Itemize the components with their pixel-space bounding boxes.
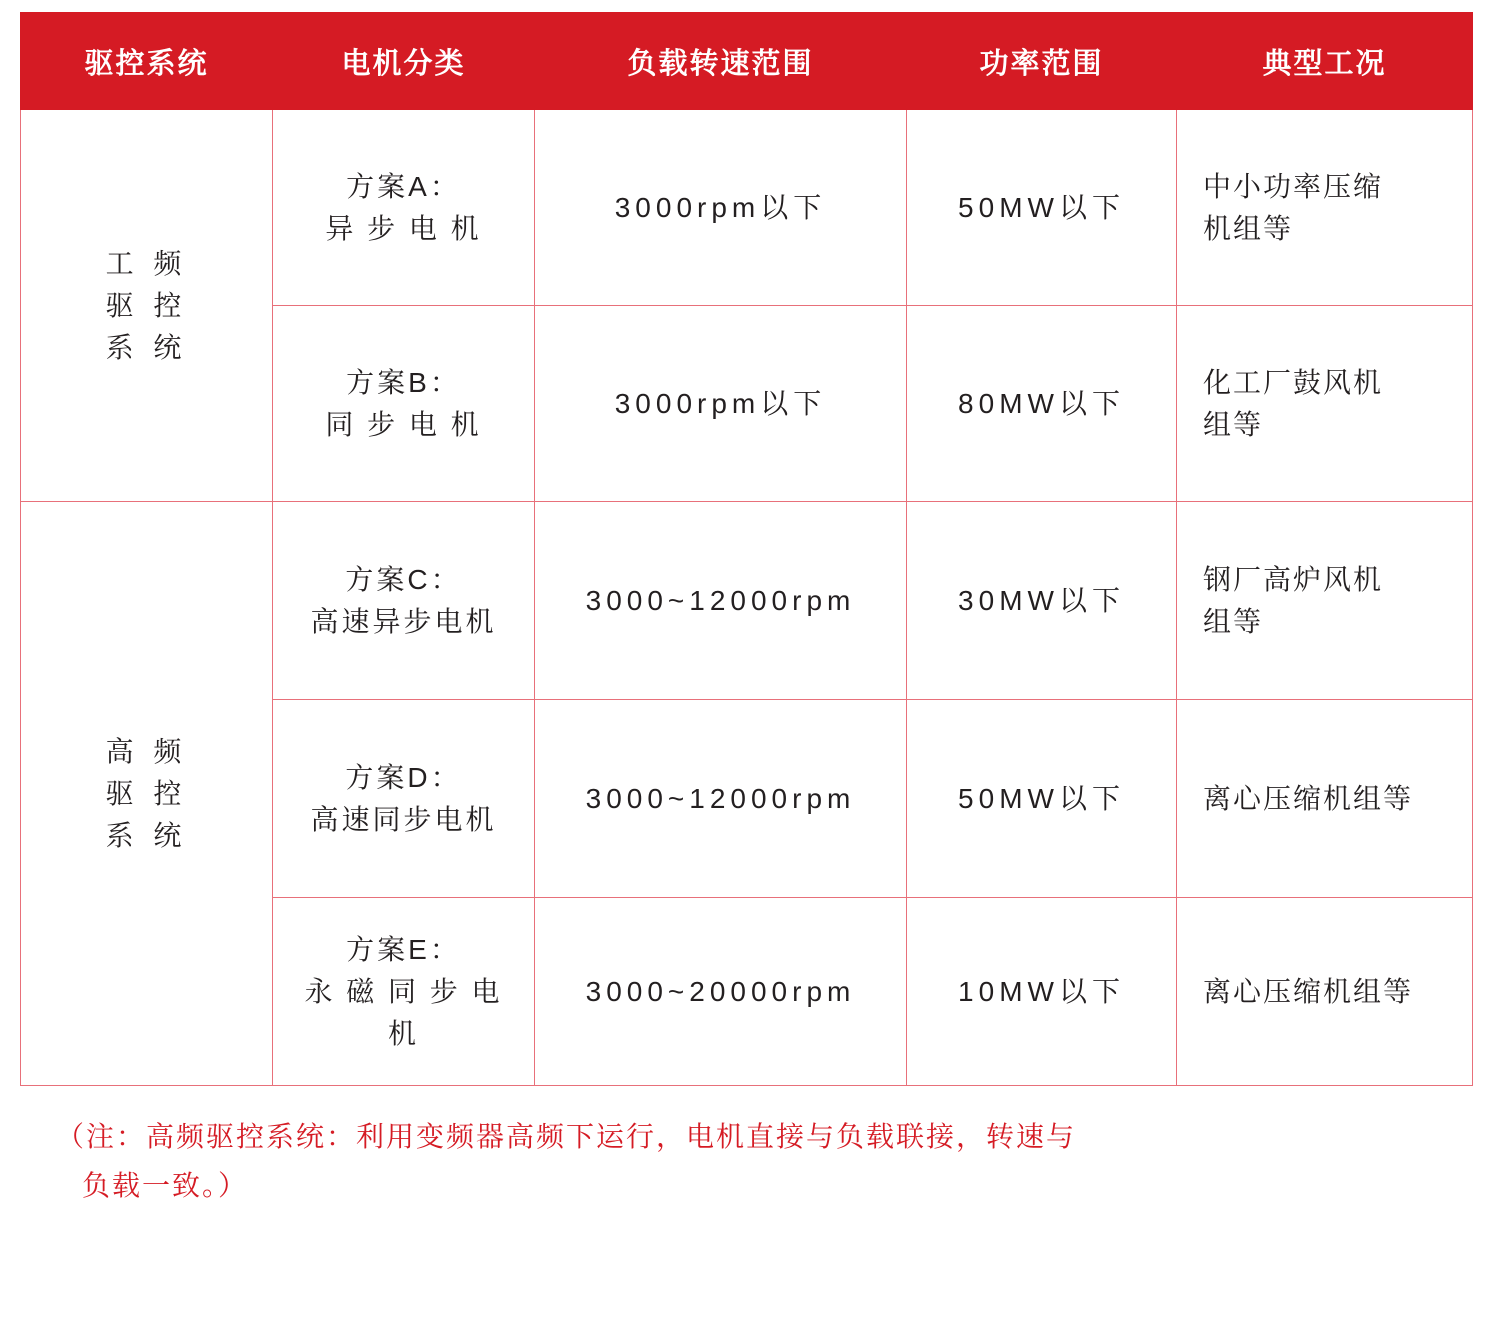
cell-load-speed-range: 3000~12000rpm [535,502,907,700]
condition-line-2: 组等 [1203,605,1264,637]
group-cell-power-frequency [21,110,273,502]
category-plan-label: 方案C： [345,563,462,595]
cell-power-range: 30MW以下 [907,502,1177,700]
group-label-line-2: 驱 控 [105,777,188,809]
category-motor-type: 高速异步电机 [310,605,497,637]
column-header-load-speed-range: 负载转速范围 [535,13,907,110]
cell-load-speed-range: 3000~12000rpm [535,700,907,898]
category-motor-type: 永 磁 同 步 电 机 [304,975,503,1049]
category-plan-label: 方案B： [346,366,461,398]
group-label-line-1: 高 频 [105,735,188,767]
cell-power-range: 10MW以下 [907,898,1177,1086]
condition-line-1: 钢厂高炉风机 [1203,563,1384,595]
table-body [21,110,1473,1086]
cell-motor-category [273,306,535,502]
cell-typical-condition [1177,110,1473,306]
group-label-line-2: 驱 控 [105,289,188,321]
cell-motor-category [273,502,535,700]
cell-power-range: 50MW以下 [907,110,1177,306]
drive-system-spec-table [20,12,1473,1086]
category-motor-type: 同 步 电 机 [325,408,482,440]
group-label-line-1: 工 频 [105,247,188,279]
category-motor-type: 异 步 电 机 [325,212,482,244]
condition-line-1: 化工厂鼓风机 [1203,366,1384,398]
cell-motor-category [273,700,535,898]
column-header-typical-condition: 典型工况 [1177,13,1473,110]
cell-typical-condition [1177,502,1473,700]
category-motor-type: 高速同步电机 [310,803,497,835]
condition-line-1: 中小功率压缩 [1203,170,1384,202]
cell-motor-category [273,898,535,1086]
table-footnote [20,1112,1472,1210]
cell-typical-condition [1177,306,1473,502]
condition-line-2: 机组等 [1203,212,1294,244]
footnote-line-2: 负载一致。） [82,1170,249,1201]
column-header-motor-category: 电机分类 [273,13,535,110]
category-plan-label: 方案D： [345,761,462,793]
footnote-line-1: （注：高频驱控系统：利用变频器高频下运行，电机直接与负载联接，转速与 [56,1121,1077,1152]
cell-load-speed-range: 3000rpm以下 [535,306,907,502]
cell-power-range: 50MW以下 [907,700,1177,898]
table-row [21,502,1473,700]
column-header-power-range: 功率范围 [907,13,1177,110]
group-label-line-3: 系 统 [105,819,188,851]
cell-load-speed-range: 3000rpm以下 [535,110,907,306]
cell-load-speed-range: 3000~20000rpm [535,898,907,1086]
table-row [21,110,1473,306]
cell-typical-condition: 离心压缩机组等 [1177,898,1473,1086]
cell-typical-condition: 离心压缩机组等 [1177,700,1473,898]
group-label-line-3: 系 统 [105,331,188,363]
condition-line-2: 组等 [1203,408,1264,440]
column-header-drive-system: 驱控系统 [21,13,273,110]
cell-power-range: 80MW以下 [907,306,1177,502]
cell-motor-category [273,110,535,306]
table-header [21,13,1473,110]
category-plan-label: 方案A： [346,170,461,202]
category-plan-label: 方案E： [346,933,461,965]
group-cell-high-frequency [21,502,273,1086]
table-header-row [21,13,1473,110]
